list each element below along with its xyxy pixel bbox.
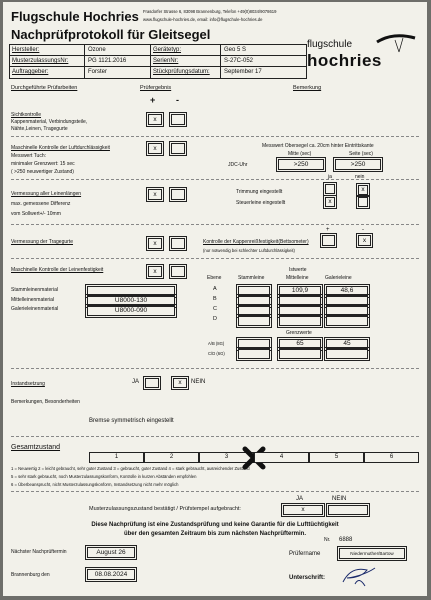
bestaetigung-ja-checkbox[interactable]: x	[283, 505, 323, 515]
leinen-nein-label: nein	[355, 174, 365, 180]
reiss-minus-label: -	[362, 227, 364, 233]
tragegurte-plus-checkbox[interactable]: x	[148, 238, 162, 249]
ebene-label: Ebene	[207, 275, 222, 281]
ebene-stamm-field[interactable]	[238, 286, 270, 296]
logo-top-text: flugschule	[307, 39, 353, 50]
disclaimer-line-1: Diese Nachprüfung ist eine Zustandsprüfung und keine Garantie für die Lufttüchtigkeit	[91, 522, 339, 528]
luft-mitte-field[interactable]: >250	[278, 159, 324, 170]
luft-title: Maschinelle Kontrolle der Luftdurchlässigkeit	[11, 145, 110, 151]
ebene-mittel-field[interactable]	[279, 316, 321, 326]
luft-plus-checkbox[interactable]: x	[148, 143, 162, 154]
sicht-minus-checkbox[interactable]	[171, 114, 185, 125]
leinen-title: Vermessung aller Leinenlängen	[11, 191, 82, 197]
luft-line3: ( >250 neuwertiger Zustand)	[11, 169, 74, 175]
bestaetigung-nein-label: NEIN	[332, 496, 347, 502]
leinen-ja-label: ja	[328, 174, 332, 180]
ort-label: Brannenburg den	[11, 572, 50, 578]
auftraggeber-value: Forster	[88, 69, 108, 75]
address-line-1: Frasdorfer Strasse 6, 83098 Brannenburg, Telefon +49(0)8034/9078619	[143, 9, 277, 14]
geraetetyp-label: Gerätetyp:	[153, 47, 182, 53]
stueck-label: Stückprüfungsdatum:	[153, 69, 210, 75]
tragegurte-title: Vermessung der Tragegurte	[11, 239, 73, 245]
cd-stamm-field[interactable]	[238, 349, 270, 359]
reiss-plus-checkbox[interactable]	[322, 235, 335, 246]
stueck-value: September 17	[224, 69, 262, 75]
instand-title: Instandsetzung	[11, 381, 45, 387]
sicht-title: Sichtkontrolle	[11, 112, 42, 118]
col-minus: -	[176, 95, 179, 105]
datum-field[interactable]: 08.08.2024	[87, 569, 135, 580]
instand-nein-label: NEIN	[191, 379, 206, 385]
reiss-minus-checkbox[interactable]: x	[358, 235, 371, 246]
signature-icon	[337, 564, 383, 588]
bestaetigung-label: Musterzulassungszustand bestätigt / Prüfstempel aufgebracht:	[89, 506, 241, 512]
cd-galerie-field[interactable]	[326, 349, 368, 359]
protocol-page	[3, 2, 427, 596]
trimmung-ja-checkbox[interactable]	[325, 184, 335, 194]
divider	[11, 258, 419, 259]
stamm-col-label: Stammleine	[238, 275, 265, 281]
hersteller-label: Hersteller:	[12, 47, 40, 53]
sicht-line2: Nähte,Leinen, Tragegurte	[11, 126, 68, 132]
leinen-line2: vom Sollwert+/- 10mm	[11, 211, 61, 217]
bemerkungen-text: Bremse symmetrisch eingestellt	[89, 418, 174, 424]
logo-main-text: hochries	[307, 51, 382, 70]
condition-segment-1[interactable]: 1	[89, 452, 144, 463]
serien-label: SerienNr:	[153, 58, 179, 64]
cd-mittel-field[interactable]	[279, 349, 321, 359]
nr-value: 6888	[339, 537, 353, 543]
luft-mess-note: Messwert Obersegel ca. 20cm hinter Eintrittskante	[262, 143, 374, 149]
festigkeit-minus-checkbox[interactable]	[171, 266, 185, 277]
ebene-stamm-field[interactable]	[238, 316, 270, 326]
luft-jdc: JDC-Uhr	[228, 162, 248, 168]
ab-stamm-field[interactable]	[238, 339, 270, 349]
galerie-material-field[interactable]: U8000-090	[87, 306, 175, 316]
ebene-row-label: D	[213, 316, 217, 322]
instand-nein-checkbox[interactable]: x	[173, 378, 187, 388]
col-ergebnis: Prüfergebnis	[140, 85, 172, 91]
ebene-mittel-field[interactable]	[279, 306, 321, 316]
geraetetyp-value: Geo 5 S	[224, 47, 247, 53]
mittel-col-label: Mittelleine	[286, 275, 309, 281]
steuer-label: Steuerleine eingestellt	[236, 200, 286, 206]
trimmung-label: Trimmung eingestellt	[236, 189, 283, 195]
galerie-col-label: Galerieleine	[325, 275, 352, 281]
address-line-2: www.flugschule-hochries.de, email: info@flugschule-hochries.de	[143, 17, 263, 22]
reiss-plus-label: +	[326, 227, 330, 233]
steuer-ja-checkbox[interactable]: x	[325, 197, 335, 207]
ebene-stamm-field[interactable]	[238, 296, 270, 306]
festigkeit-title: Maschinelle Kontrolle der Leinenfestigkeit	[11, 267, 104, 273]
gesamt-legend-2: 5 = sehr stark gebraucht, noch Musterzulassungskonform, Kontrolle in kurzen Abständen empfohlen	[11, 474, 197, 479]
divider	[11, 136, 419, 137]
disclaimer-line-2: über den gesamten Zeitraum bis zum nächsten Nachprüftermin.	[123, 531, 307, 537]
luft-seite-label: Seite (sec)	[349, 151, 373, 157]
instand-ja-label: JA	[132, 379, 140, 385]
school-name: Flugschule Hochries	[11, 9, 139, 24]
ebene-mittel-field[interactable]	[279, 296, 321, 306]
ab-label: A/B (8G)	[208, 341, 225, 346]
divider	[11, 368, 419, 369]
ebene-galerie-field[interactable]	[326, 296, 368, 306]
ebene-stamm-field[interactable]	[238, 306, 270, 316]
ebene-row-label: B	[213, 296, 217, 302]
leinen-line1: max. gemessene Differenz	[11, 201, 71, 207]
ebene-mittel-field[interactable]: 109,9	[279, 286, 321, 296]
mittel-material-label: Mittelleinenmaterial	[11, 297, 55, 303]
condition-segment-5[interactable]: 5	[309, 452, 364, 463]
zulassung-label: MusterzulassungsNr:	[12, 58, 69, 64]
luft-seite-field[interactable]: >250	[335, 159, 381, 170]
naechster-label: Nächster Nachprüftermin	[11, 549, 67, 555]
nr-label: Nr.	[324, 537, 331, 543]
luft-mitte-label: Mitte (sec)	[288, 151, 312, 157]
naechster-field[interactable]: August 26	[87, 547, 135, 558]
ebene-galerie-field[interactable]	[326, 316, 368, 326]
stamm-material-label: Stammleinenmaterial	[11, 287, 58, 293]
stamm-material-field[interactable]	[87, 286, 175, 296]
galerie-material-label: Galerieleinenmaterial	[11, 306, 59, 312]
sicht-line1: Kappenmaterial, Verbindungsteile,	[11, 119, 88, 125]
bemerkungen-label: Bemerkungen, Besonderheiten	[11, 399, 80, 405]
col-plus: +	[150, 95, 156, 105]
reiss-label: Kontrolle der Kappenreißfestigkeit(Bettsometer)	[203, 239, 309, 245]
ebene-galerie-field[interactable]	[326, 306, 368, 316]
tragegurte-minus-checkbox[interactable]	[171, 238, 185, 249]
zulassung-value: PG 1121.2016	[88, 58, 127, 64]
luft-line2: minimaler Grenzwert: 15 sec	[11, 161, 75, 167]
festigkeit-plus-checkbox[interactable]: x	[148, 266, 162, 277]
gesamt-legend-3: 6 = Überbeansprucht, nicht Musterzulassungskonform, Instandsetzung nicht mehr möglich	[11, 482, 179, 487]
mittel-material-field[interactable]: U8000-130	[87, 296, 175, 306]
sicht-plus-checkbox[interactable]: x	[148, 114, 162, 125]
gesamt-label: Gesamtzustand	[11, 444, 61, 451]
grenzwerte-label: Grenzwerte	[286, 330, 312, 336]
gesamt-legend-1: 1 = Neuwertig 2 = leicht gebraucht, sehr guter Zustand 3 = gebraucht, guter Zustand 4 = stark gebraucht, ausreichender Zustand	[11, 466, 250, 471]
ebene-row-label: C	[213, 306, 217, 312]
ab-galerie-field[interactable]: 45	[326, 339, 368, 349]
luft-minus-checkbox[interactable]	[171, 143, 185, 154]
bestaetigung-ja-label: JA	[296, 496, 304, 502]
condition-segment-3[interactable]: 3	[199, 452, 254, 463]
leinen-plus-checkbox[interactable]: x	[148, 189, 162, 200]
col-bemerkung: Bemerkung	[293, 85, 322, 91]
logo	[305, 30, 423, 74]
steuer-nein-checkbox[interactable]	[358, 197, 368, 207]
divider	[11, 436, 419, 437]
hersteller-value: Ozone	[88, 47, 106, 53]
page-title: Nachprüfprotokoll für Gleitsegel	[11, 27, 211, 42]
leinen-minus-checkbox[interactable]	[171, 189, 185, 200]
divider	[11, 224, 419, 225]
ebene-row-label: A	[213, 286, 217, 292]
info-table	[9, 44, 307, 79]
condition-segment-2[interactable]: 2	[144, 452, 199, 463]
ab-mittel-field[interactable]: 65	[279, 339, 321, 349]
ebene-galerie-field[interactable]: 48,6	[326, 286, 368, 296]
cd-label: C/D (6G)	[208, 351, 225, 356]
auftraggeber-label: Auftraggeber:	[12, 69, 49, 75]
col-pruefungen: Durchgeführte Prüfarbeiten	[11, 85, 78, 91]
serien-value: S-27C-052	[224, 58, 254, 64]
instand-ja-checkbox[interactable]	[145, 378, 159, 388]
condition-segment-4[interactable]: 4	[254, 452, 309, 463]
reiss-note: (nur notwendig bei schlechter Luftdurchlässigkeit)	[203, 248, 295, 253]
unterschrift-label: Unterschrift:	[289, 575, 326, 581]
pruefername-label: Prüfername	[289, 551, 321, 557]
bestaetigung-nein-checkbox[interactable]	[328, 505, 368, 515]
istwerte-label: Istwerte	[289, 267, 307, 273]
condition-segment-6[interactable]: 6	[364, 452, 419, 463]
pruefername-field[interactable]: Niedermuther/Bartow	[339, 548, 405, 559]
luft-line1: Messwert Tuch:	[11, 153, 47, 159]
divider	[11, 491, 419, 492]
trimmung-nein-checkbox[interactable]: x	[358, 185, 368, 195]
